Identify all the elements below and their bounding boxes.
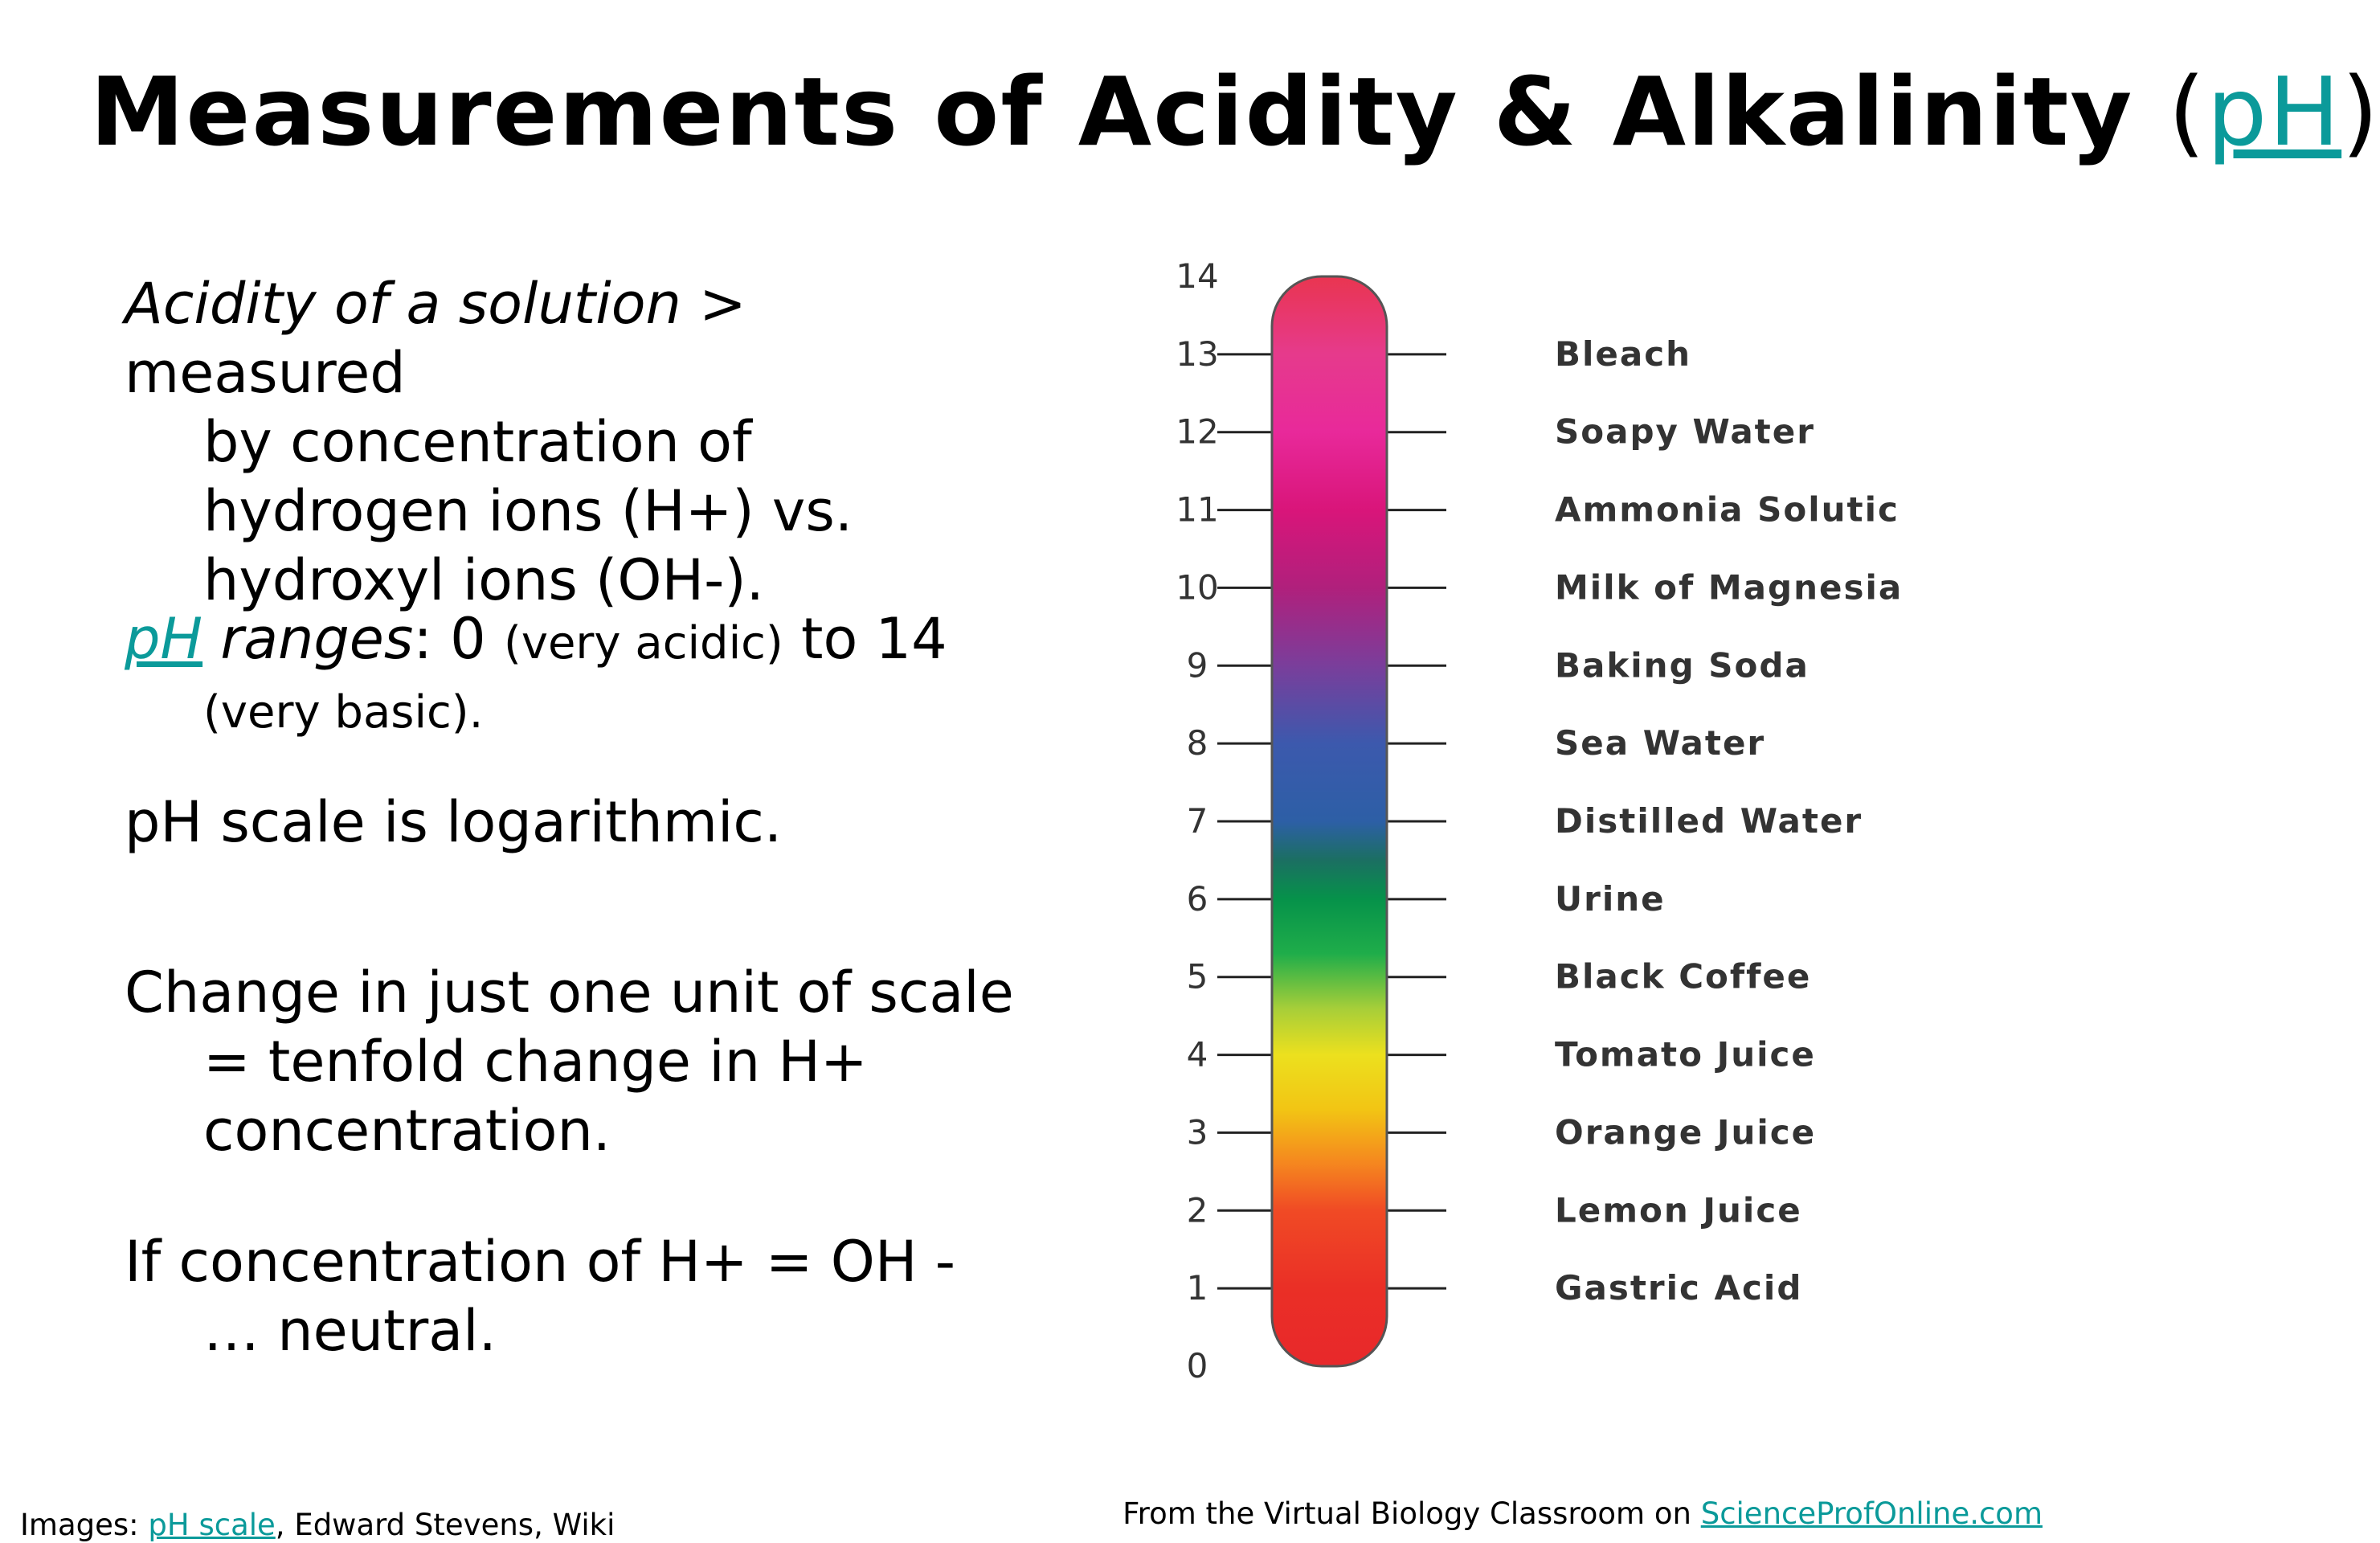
- ph-tick-11: 11: [1176, 489, 1219, 530]
- acidity-line1-rest: > measured: [125, 271, 746, 406]
- source-credit: [1123, 1496, 2043, 1531]
- logarithmic-text: pH scale is logarithmic.: [125, 789, 783, 855]
- substance-label: Tomato Juice: [1555, 1034, 1816, 1074]
- image-credit-prefix: Images:: [20, 1508, 149, 1542]
- substance-label: Distilled Water: [1555, 801, 1863, 841]
- scienceprofonline-link[interactable]: ScienceProfOnline.com: [1700, 1496, 2043, 1531]
- very-acidic-note: (very acidic): [503, 617, 783, 669]
- very-basic-note: (very basic).: [203, 686, 484, 739]
- substance-label: Bleach: [1555, 334, 1692, 374]
- tenfold-rest: = tenfold change in H+ concentration.: [203, 1029, 868, 1164]
- ph-ranges-colon: : 0: [413, 606, 504, 672]
- substance-label: Sea Water: [1555, 723, 1766, 763]
- ph-tick-0: 0: [1186, 1346, 1208, 1385]
- image-credit-rest: , Edward Stevens, Wiki: [275, 1508, 615, 1542]
- ph-ranges-link[interactable]: pH: [125, 606, 203, 672]
- ph-color-bar: [1272, 276, 1387, 1366]
- ph-tick-12: 12: [1176, 411, 1219, 452]
- title-paren-open: (: [2168, 56, 2207, 167]
- title-text: Measurements of Acidity & Alkalinity: [90, 56, 2134, 167]
- ph-tick-4: 4: [1186, 1034, 1208, 1074]
- ph-ranges-to: to 14: [783, 606, 947, 672]
- ph-tick-7: 7: [1186, 801, 1208, 841]
- ph-tick-3: 3: [1186, 1112, 1208, 1152]
- substance-label: Orange Juice: [1555, 1112, 1817, 1152]
- substance-label: Lemon Juice: [1555, 1190, 1802, 1230]
- ph-tick-5: 5: [1186, 956, 1208, 997]
- substance-label: Baking Soda: [1555, 645, 1810, 686]
- substance-label: Urine: [1555, 878, 1666, 919]
- ph-substance-labels: [1555, 334, 1903, 1308]
- substance-label: Gastric Acid: [1555, 1268, 1803, 1308]
- ph-tick-1: 1: [1186, 1268, 1208, 1308]
- substance-label: Black Coffee: [1555, 956, 1812, 997]
- neutral-rest: … neutral.: [203, 1298, 497, 1364]
- substance-label: Soapy Water: [1555, 411, 1815, 452]
- substance-label: Milk of Magnesia: [1555, 567, 1904, 608]
- ph-tick-13: 13: [1176, 334, 1219, 374]
- title-paren-close: ): [2341, 56, 2380, 167]
- acidity-term: Acidity of a solution: [125, 271, 681, 337]
- substance-label: Ammonia Solutic: [1555, 489, 1900, 530]
- ph-tick-labels: [1176, 256, 1218, 1385]
- neutral-line1: If concentration of H+ = OH -: [125, 1229, 956, 1295]
- ph-tick-9: 9: [1186, 645, 1208, 686]
- acidity-rest: by concentration of hydrogen ions (H+) vs. hydroxyl ions (OH-).: [203, 409, 853, 613]
- image-credit: [20, 1508, 615, 1542]
- ph-tick-14: 14: [1176, 256, 1219, 296]
- ph-tick-8: 8: [1186, 723, 1208, 763]
- source-credit-prefix: From the Virtual Biology Classroom on: [1123, 1496, 1701, 1531]
- ph-ranges-term: ranges: [202, 606, 414, 672]
- ph-tick-6: 6: [1186, 878, 1208, 919]
- ph-tick-2: 2: [1186, 1190, 1208, 1230]
- ph-scale-link[interactable]: pH scale: [148, 1508, 276, 1542]
- title-ph-link[interactable]: pH: [2206, 56, 2342, 167]
- ph-tick-10: 10: [1176, 567, 1219, 608]
- tenfold-line1: Change in just one unit of scale: [125, 960, 1014, 1025]
